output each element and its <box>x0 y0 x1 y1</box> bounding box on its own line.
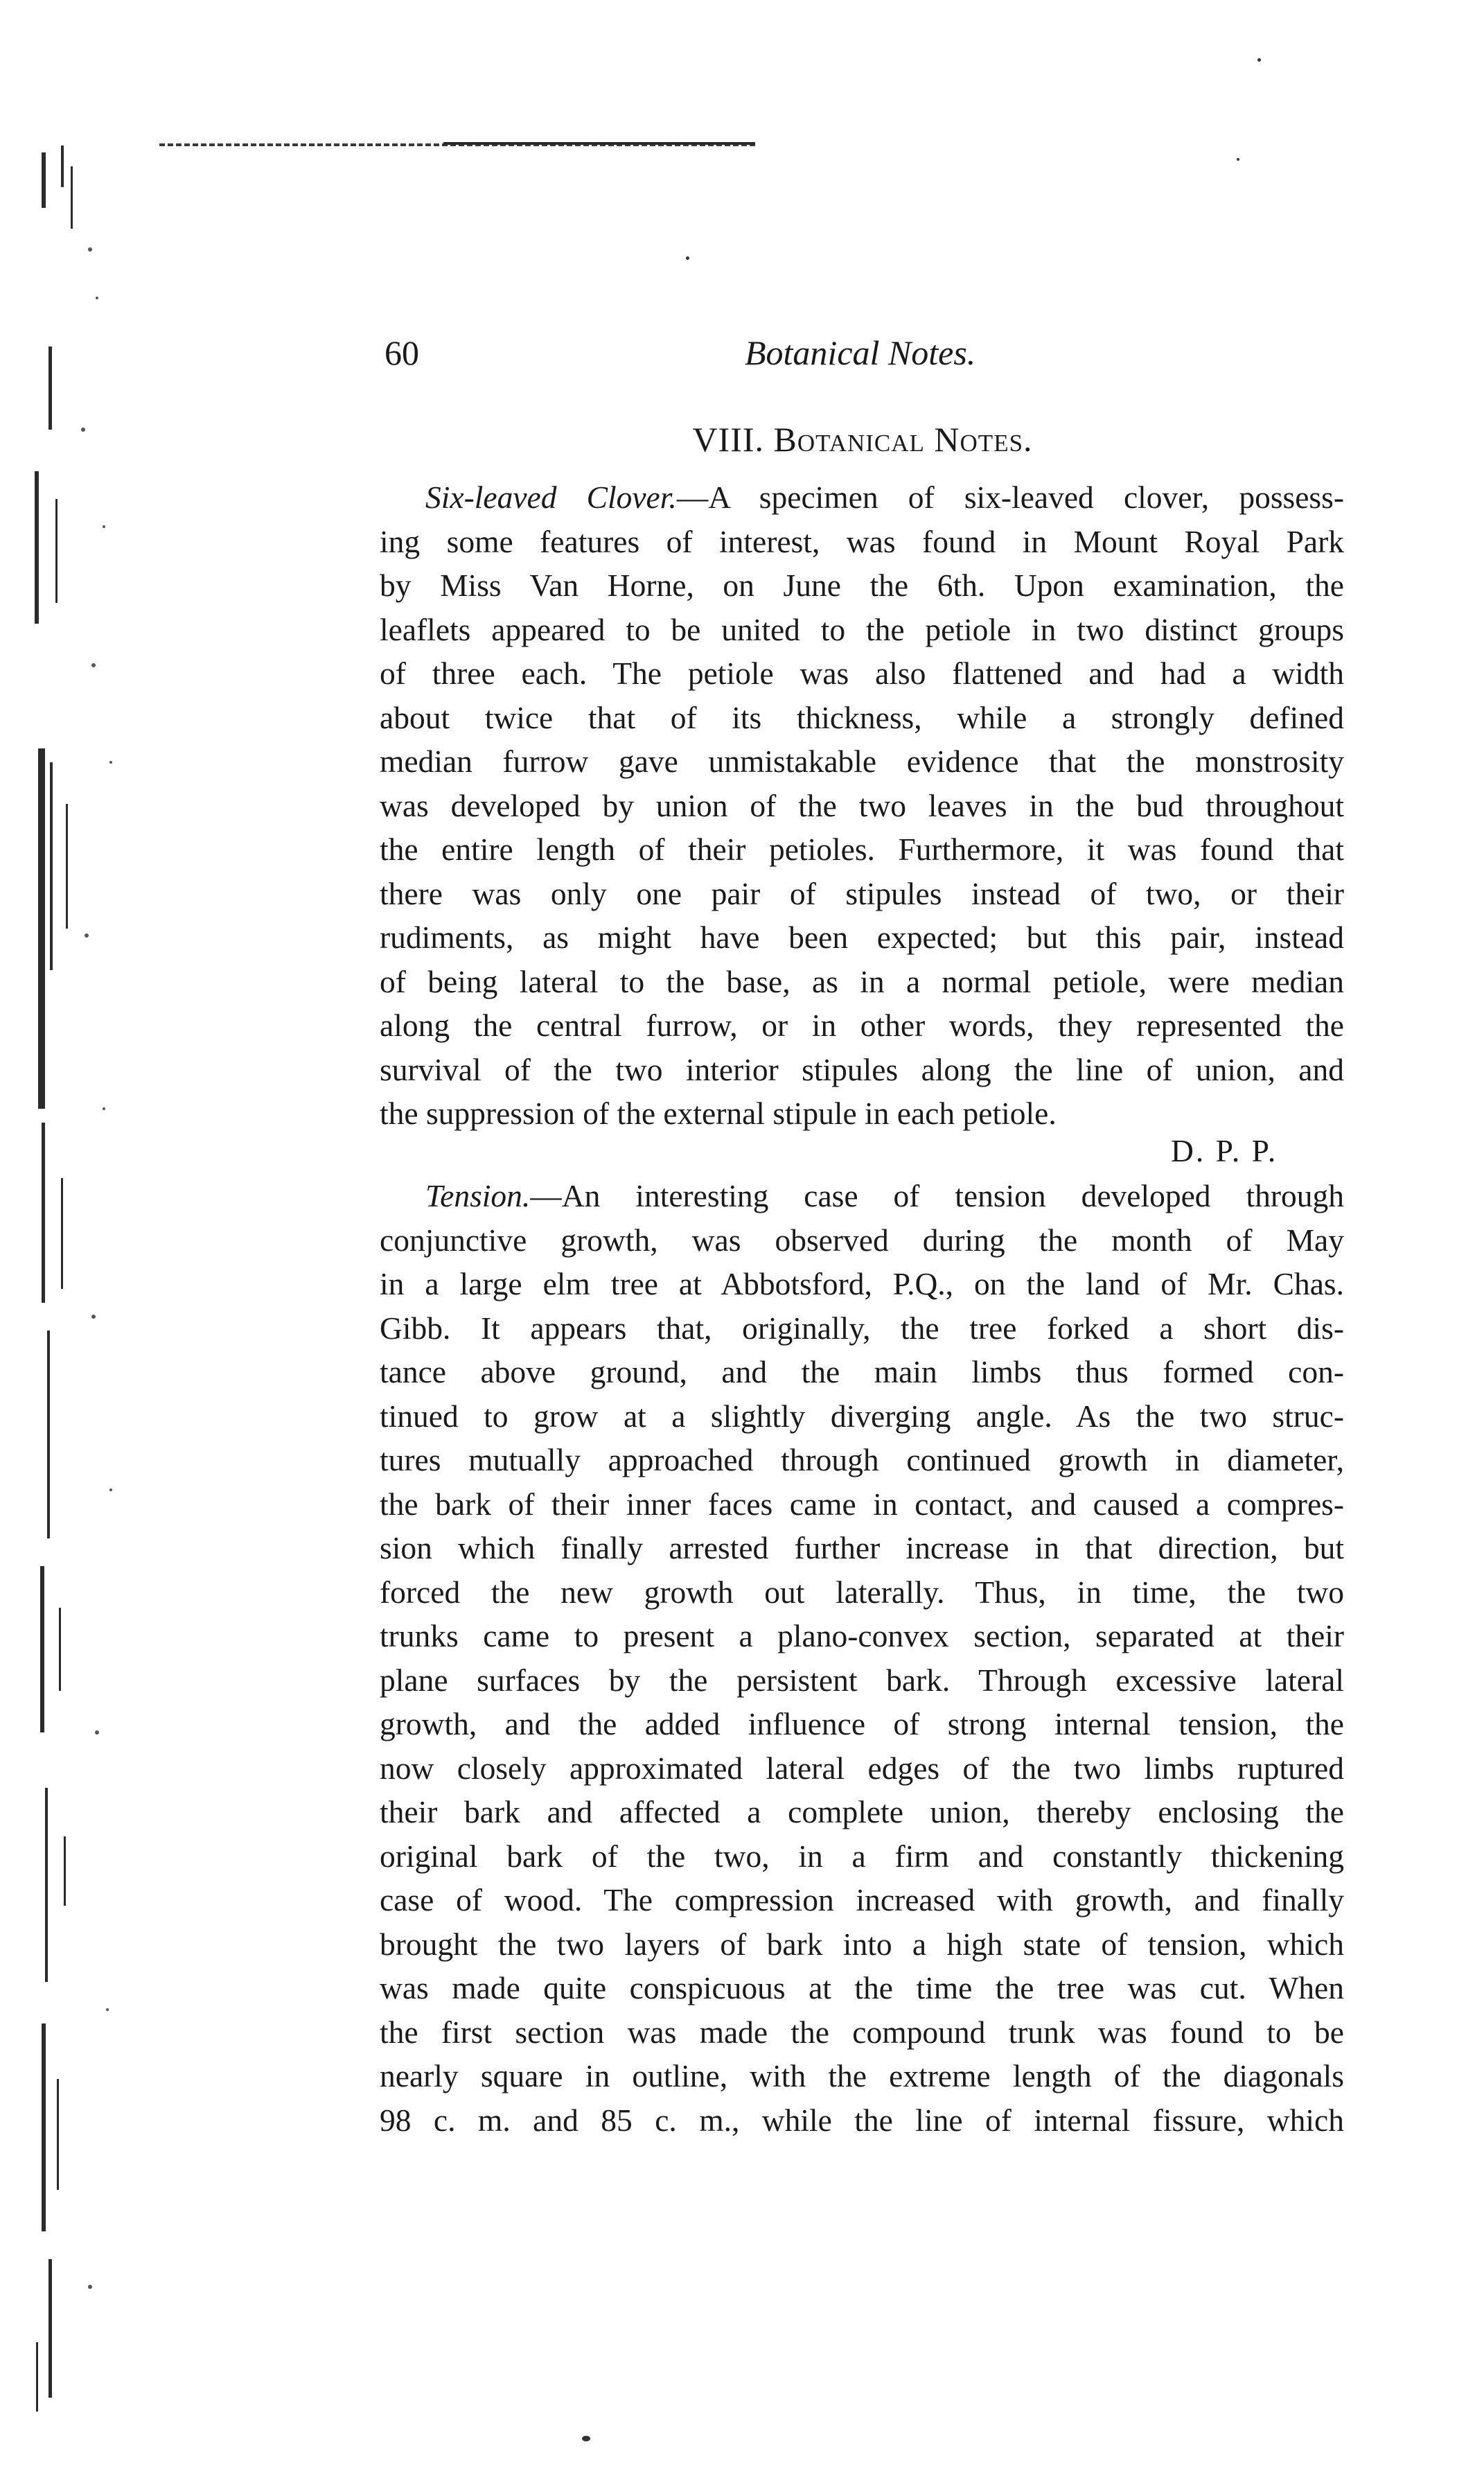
paragraph-line: Gibb. It appears that, originally, the tree forked a short dis- <box>380 1310 1344 1346</box>
paragraph-line: along the central furrow, or in other words, they represented the <box>380 1008 1344 1043</box>
paragraph-line: there was only one pair of stipules instead of two, or their <box>380 875 1344 911</box>
scan-speck <box>1237 158 1239 161</box>
paragraph-line: plane surfaces by the persistent bark. Through excessive lateral <box>380 1662 1344 1698</box>
paragraph-line: now closely approximated lateral edges of the two limbs ruptured <box>380 1750 1344 1786</box>
paragraph-line: Tension.—An interesting case of tension developed through <box>425 1178 1344 1213</box>
paragraph-line: nearly square in outline, with the extreme length of the diagonals <box>380 2058 1344 2093</box>
paragraph-line: sion which finally arrested further increase in that direction, but <box>380 1530 1344 1565</box>
paragraph-line: their bark and affected a complete union, thereby enclosing the <box>380 1794 1344 1829</box>
paragraph-line: Six-leaved Clover.—A specimen of six-leaved clover, possess- <box>425 480 1345 515</box>
section-heading <box>385 419 1341 459</box>
paragraph-line: the entire length of their petioles. Furthermore, it was found that <box>380 832 1344 867</box>
scan-speck <box>1257 58 1261 62</box>
paragraph-line: case of wood. The compression increased with growth, and finally <box>380 1882 1344 1917</box>
paragraph-line: in a large elm tree at Abbotsford, P.Q., on the land of Mr. Chas. <box>380 1266 1344 1301</box>
paragraph-line: about twice that of its thickness, while a strongly defined <box>380 699 1344 735</box>
paragraph-line: tinued to grow at a slightly diverging angle. As the two struc- <box>380 1398 1344 1434</box>
paragraph-line: original bark of the two, in a firm and constantly thickening <box>380 1838 1344 1874</box>
paragraph-line: 98 c. m. and 85 c. m., while the line of internal fissure, which <box>380 2102 1344 2138</box>
paragraph-lead: Six-leaved Clover. <box>425 480 677 515</box>
running-head <box>385 333 1368 381</box>
paragraph-line: growth, and the added influence of strong internal tension, the <box>380 1706 1344 1741</box>
paragraph-line: median furrow gave unmistakable evidence that the monstrosity <box>380 744 1344 779</box>
paragraph-line: tures mutually approached through continued growth in diameter, <box>380 1442 1344 1477</box>
paragraph-line: rudiments, as might have been expected; but this pair, instead <box>380 920 1344 955</box>
paragraph-six-leaved-clover <box>380 475 1344 1136</box>
paragraph-lead: Tension. <box>425 1178 531 1213</box>
paragraph-line: was developed by union of the two leaves in the bud throughout <box>380 787 1344 823</box>
paragraph-line: by Miss Van Horne, on June the 6th. Upon examination, the <box>380 568 1344 603</box>
paragraph-line: forced the new growth out laterally. Thus, in time, the two <box>380 1574 1344 1610</box>
running-title: Botanical Notes. <box>745 333 976 372</box>
top-rule <box>443 142 755 145</box>
paragraph-line: the first section was made the compound trunk was found to be <box>380 2014 1344 2050</box>
author-signature: D. P. P. <box>1171 1133 1278 1168</box>
paragraph-line: ing some features of interest, was found in Mount Royal Park <box>380 523 1344 559</box>
paragraph-line: the bark of their inner faces came in contact, and caused a compres- <box>380 1486 1344 1522</box>
paragraph-line: of three each. The petiole was also flattened and had a width <box>380 656 1344 691</box>
paragraph-tension <box>380 1174 1344 2142</box>
paragraph-line: of being lateral to the base, as in a normal petiole, were median <box>380 963 1344 999</box>
section-title: Botanical Notes. <box>773 420 1033 459</box>
paragraph-line: trunks came to present a plano-convex section, separated at their <box>380 1618 1344 1653</box>
section-numeral: VIII. <box>692 420 765 459</box>
paragraph-line: brought the two layers of bark into a high state of tension, which <box>380 1926 1344 1962</box>
paragraph-line: tance above ground, and the main limbs thus formed con- <box>380 1354 1344 1389</box>
paragraph-line: leaflets appeared to be united to the petiole in two distinct groups <box>380 611 1344 647</box>
scan-gutter-noise <box>28 139 132 2425</box>
paragraph-line: survival of the two interior stipules along the line of union, and <box>380 1051 1344 1087</box>
scan-speck <box>582 2436 590 2441</box>
paragraph-line: was made quite conspicuous at the time the tree was cut. When <box>380 1970 1344 2005</box>
paragraph-line: conjunctive growth, was observed during the month of May <box>380 1222 1344 1258</box>
page-number: 60 <box>385 333 419 372</box>
paragraph-line: the suppression of the external stipule in each petiole. <box>380 1096 1057 1131</box>
scan-speck <box>686 256 689 260</box>
